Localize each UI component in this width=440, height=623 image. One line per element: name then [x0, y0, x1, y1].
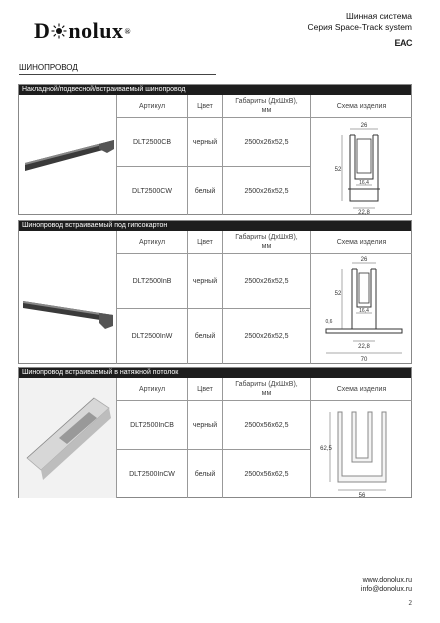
row-dims: 2500x26x52,5 — [222, 308, 310, 364]
row-dims: 2500x26x52,5 — [222, 253, 310, 308]
product-block-3 — [18, 367, 412, 498]
footer-site-link[interactable]: www.donolux.ru — [362, 577, 412, 584]
row-dims: 2500x56x62,5 — [222, 400, 310, 449]
registered-mark: ® — [124, 26, 131, 36]
schema-base-dim: 70 — [360, 357, 367, 363]
row-article: DLT2500InCB — [116, 400, 187, 449]
row-color: черный — [187, 253, 222, 308]
product-image — [19, 378, 116, 498]
column-header-schema: Схема изделия — [310, 231, 412, 253]
row-dims: 2500x26x52,5 — [222, 117, 310, 166]
product-block-2 — [18, 220, 412, 364]
column-header-color: Цвет — [187, 378, 222, 400]
row-article: DLT2500InW — [116, 308, 187, 364]
profile-schema — [312, 255, 412, 363]
column-header-article: Артикул — [116, 95, 187, 117]
schema-left-dim: 0,6 — [325, 319, 332, 325]
schema-bottom-dim: 22,8 — [357, 209, 370, 215]
row-dims: 2500x56x62,5 — [222, 449, 310, 498]
schema-drawing-cell — [310, 117, 412, 215]
column-header-dims: Габариты (ДхШхВ), мм — [222, 378, 310, 400]
row-article: DLT2500CW — [116, 166, 187, 215]
schema-side-dim: 62,5 — [319, 445, 332, 452]
row-article: DLT2500InB — [116, 253, 187, 308]
section-title: ШИНОПРОВОД — [19, 63, 78, 72]
row-color: белый — [187, 449, 222, 498]
row-color: черный — [187, 117, 222, 166]
brand-logo — [34, 18, 131, 44]
brand-name-right: nolux — [68, 18, 124, 43]
block-title: Шинопровод встраиваемый под гипсокартон — [19, 221, 411, 231]
column-header-schema: Схема изделия — [310, 95, 412, 117]
header-line2: Серия Space-Track system — [307, 22, 412, 32]
footer-contacts — [361, 576, 412, 594]
row-color: черный — [187, 400, 222, 449]
column-header-schema: Схема изделия — [310, 378, 412, 400]
schema-top-dim: 26 — [360, 257, 367, 263]
schema-inner-dim: 16,4 — [358, 308, 369, 314]
block-title: Шинопровод встраиваемый в натяжной потолок — [19, 368, 411, 378]
row-dims: 2500x26x52,5 — [222, 166, 310, 215]
column-header-article: Артикул — [116, 231, 187, 253]
schema-inner-dim: 16,4 — [358, 179, 369, 186]
schema-drawing-cell — [310, 253, 412, 364]
product-block-1 — [18, 84, 412, 215]
schema-bottom-dim: 22,8 — [357, 344, 370, 350]
section-underline — [19, 74, 216, 75]
column-header-dims: Габариты (ДхШхВ), мм — [222, 231, 310, 253]
footer-email-link[interactable]: info@donolux.ru — [360, 586, 412, 593]
row-color: белый — [187, 308, 222, 364]
schema-side-dim: 52 — [334, 166, 341, 173]
profile-schema — [312, 119, 412, 215]
row-article: DLT2500CB — [116, 117, 187, 166]
column-header-article: Артикул — [116, 378, 187, 400]
block-title: Накладной/подвесной/встраиваемый шинопровод — [19, 85, 411, 95]
eac-mark: EAC — [394, 38, 412, 48]
page-number: 2 — [408, 599, 412, 607]
column-header-color: Цвет — [187, 95, 222, 117]
column-header-dims: Габариты (ДхШхВ), мм — [222, 95, 310, 117]
row-article: DLT2500InCW — [116, 449, 187, 498]
header-line1: Шинная система — [346, 11, 412, 21]
schema-top-dim: 26 — [360, 122, 367, 129]
row-color: белый — [187, 166, 222, 215]
sun-logo-icon — [51, 23, 67, 39]
column-header-color: Цвет — [187, 231, 222, 253]
profile-schema — [312, 402, 412, 498]
schema-bottom-dim: 56 — [358, 492, 365, 498]
product-image — [19, 95, 116, 215]
header-series — [308, 11, 412, 33]
schema-side-dim: 52 — [334, 291, 341, 297]
schema-drawing-cell — [310, 400, 412, 498]
product-image — [19, 231, 116, 364]
brand-name-left: D — [34, 18, 51, 43]
